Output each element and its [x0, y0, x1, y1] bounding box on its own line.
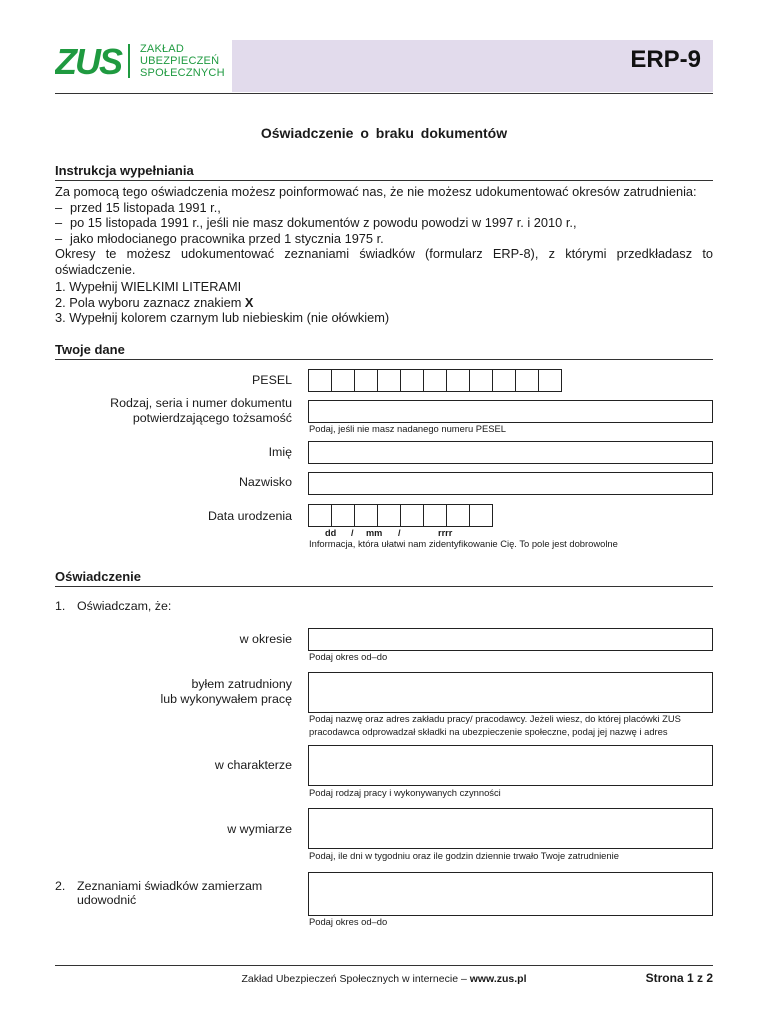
your-data-heading: Twoje dane [55, 342, 713, 360]
logo-divider [128, 44, 130, 78]
pesel-digit-box[interactable] [401, 369, 424, 392]
birth-date-label: Data urodzenia [207, 509, 292, 523]
date-format-sep: / [398, 528, 401, 538]
date-format-sep: / [351, 528, 354, 538]
zus-logo-mark [55, 42, 125, 80]
date-format-mm: mm [366, 528, 383, 538]
instructions-bullet: – jako młodocianego pracownika przed 1 stycznia 1975 r. [55, 230, 384, 246]
page-title: Oświadczenie o braku dokumentów [260, 125, 508, 141]
date-digit-box[interactable] [332, 504, 355, 527]
date-format-dd: dd [325, 528, 337, 538]
last-name-field[interactable] [308, 472, 713, 495]
first-name-label: Imię [268, 445, 292, 459]
pesel-digit-box[interactable] [309, 369, 332, 392]
employer-label: byłem zatrudniony lub wykonywałem pracę [160, 677, 292, 706]
pesel-digit-box[interactable] [355, 369, 378, 392]
pesel-input[interactable] [308, 369, 562, 392]
role-hint: Podaj rodzaj pracy i wykonywanych czynności [309, 787, 501, 798]
pesel-digit-box[interactable] [516, 369, 539, 392]
zus-logo-text: ZUS [55, 42, 121, 80]
witness-proof-field[interactable] [308, 872, 713, 916]
org-name [140, 43, 225, 79]
mark-symbol: X [244, 294, 254, 310]
birth-date-hint: Informacja, która ułatwi nam zidentyfikowanie Cię. To pole jest dobrowolne [309, 538, 618, 549]
employer-hint: Podaj nazwę oraz adres zakładu pracy/ pracodawcy. Jeżeli wiesz, do której placówki ZUS pracodawca odprowadzał składki na ubezpieczenie społeczne, podaj jej nazwę i adres [309, 713, 681, 737]
zus-logo [55, 42, 230, 82]
form-header [55, 40, 713, 94]
statement-item-1: 1. Oświadczam, że: [55, 599, 172, 613]
instructions-intro: Za pomocą tego oświadczenia możesz poinformować nas, że nie możesz udokumentować okresów zatrudnienia: [55, 184, 697, 199]
instructions-body [55, 184, 713, 277]
scope-label: w wymiarze [227, 822, 292, 836]
date-format-yyyy: rrrr [438, 528, 453, 538]
date-digit-box[interactable] [447, 504, 470, 527]
id-document-field[interactable] [308, 400, 713, 423]
period-label: w okresie [239, 632, 292, 646]
date-digit-box[interactable] [401, 504, 424, 527]
fill-rule-2: 2. Pola wyboru zaznacz znakiem X [55, 294, 254, 310]
page-number: Strona 1 z 2 [645, 971, 713, 985]
witness-proof-hint: Podaj okres od–do [309, 916, 388, 927]
instructions-bullet: – po 15 listopada 1991 r., jeśli nie masz dokumentów z powodu powodzi w 1997 r. i 2010 r., [55, 215, 577, 230]
footer-rule [55, 965, 713, 966]
date-digit-box[interactable] [355, 504, 378, 527]
pesel-digit-box[interactable] [332, 369, 355, 392]
fill-rules [55, 279, 713, 326]
statement-item-2: 2. Zeznaniami świadków zamierzam udowodnić [55, 879, 263, 907]
date-digit-box[interactable] [309, 504, 332, 527]
org-name-line-3: SPOŁECZNYCH [140, 67, 225, 79]
org-name-line-1: ZAKŁAD [140, 43, 184, 55]
pesel-digit-box[interactable] [539, 369, 562, 392]
first-name-field[interactable] [308, 441, 713, 464]
pesel-digit-box[interactable] [493, 369, 516, 392]
footer-text: Zakład Ubezpieczeń Społecznych w internecie – www.zus.pl [241, 973, 527, 985]
period-hint: Podaj okres od–do [309, 651, 388, 662]
scope-hint: Podaj, ile dni w tygodniu oraz ile godzin dziennie trwało Twoje zatrudnienie [309, 850, 619, 861]
instructions-heading: Instrukcja wypełniania [55, 163, 713, 181]
instructions-bullet: – przed 15 listopada 1991 r., [55, 199, 221, 215]
pesel-digit-box[interactable] [470, 369, 493, 392]
id-document-hint: Podaj, jeśli nie masz nadanego numeru PESEL [309, 423, 506, 434]
date-digit-box[interactable] [424, 504, 447, 527]
header-rule [55, 93, 713, 94]
footer-url[interactable]: www.zus.pl [469, 973, 527, 985]
fill-rule-3: 3. Wypełnij kolorem czarnym lub niebieskim (nie ołówkiem) [55, 310, 390, 325]
id-document-label: Rodzaj, seria i numer dokumentu potwierdzającego tożsamość [110, 396, 292, 425]
period-field[interactable] [308, 628, 713, 651]
pesel-digit-box[interactable] [447, 369, 470, 392]
last-name-label: Nazwisko [238, 475, 292, 489]
org-name-line-2: UBEZPIECZEŃ [140, 55, 220, 67]
date-digit-box[interactable] [378, 504, 401, 527]
fill-rule-1: 1. Wypełnij WIELKIMI LITERAMI [55, 279, 242, 294]
scope-field[interactable] [308, 808, 713, 849]
statement-heading: Oświadczenie [55, 569, 713, 587]
witness-note: Okresy te możesz udokumentować zeznaniami świadków (formularz ERP-8), z którymi przedkładasz to oświadczenie. [55, 246, 713, 277]
form-code: ERP-9 [630, 46, 701, 73]
role-field[interactable] [308, 745, 713, 786]
pesel-digit-box[interactable] [378, 369, 401, 392]
birth-date-input[interactable] [308, 504, 493, 527]
date-digit-box[interactable] [470, 504, 493, 527]
pesel-digit-box[interactable] [424, 369, 447, 392]
pesel-label: PESEL [252, 373, 292, 387]
role-label: w charakterze [214, 758, 292, 772]
employer-field[interactable] [308, 672, 713, 713]
